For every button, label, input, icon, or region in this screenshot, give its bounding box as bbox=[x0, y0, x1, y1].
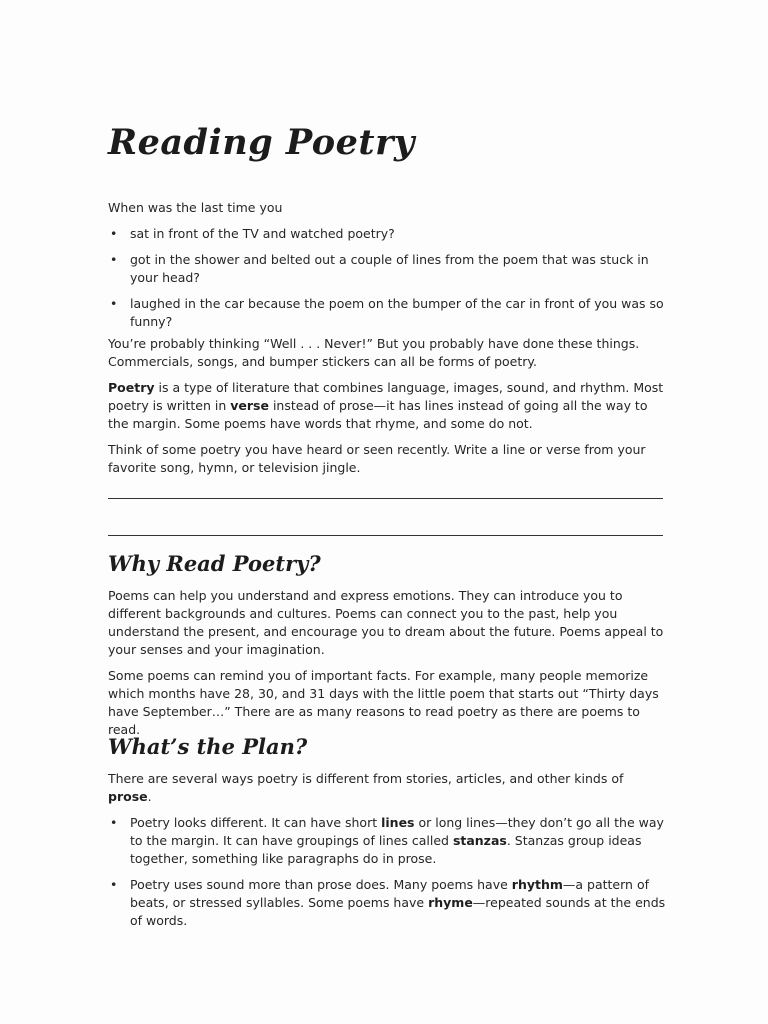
plan-section bbox=[108, 770, 668, 938]
bullet-icon: • bbox=[110, 815, 118, 830]
paragraph-why-1: Poems can help you understand and express emotions. They can introduce you to different backgrounds and cultures. Poems can connect you to the past, help you understand the present, and encourage you to dream about the future. Poems appeal to your senses and your imagination. bbox=[108, 588, 664, 657]
list-item: • Poetry uses sound more than prose does. Many poems have rhythm—a pattern of beats, or stressed syllables. Some poems have rhyme—repeated sounds at the ends of words. bbox=[110, 877, 666, 928]
bullet-icon: • bbox=[110, 296, 118, 311]
term-rhythm: rhythm bbox=[511, 877, 563, 892]
answer-line-1[interactable] bbox=[108, 498, 663, 499]
term-verse: verse bbox=[230, 398, 269, 413]
bullet-icon: • bbox=[110, 252, 118, 267]
paragraph-probably: You’re probably thinking “Well . . . Never!” But you probably have done these things. Commercials, songs, and bumper stickers can all be forms of poetry. bbox=[108, 336, 640, 369]
heading-whats-the-plan: What’s the Plan? bbox=[108, 734, 308, 759]
term-lines: lines bbox=[381, 815, 415, 830]
bullet-icon: • bbox=[110, 226, 118, 241]
list-item: • got in the shower and belted out a couple of lines from the poem that was stuck in your head? bbox=[110, 252, 649, 285]
term-poetry: Poetry bbox=[108, 380, 155, 395]
paragraph-why-2: Some poems can remind you of important facts. For example, many people memorize which months have 28, 30, and 31 days with the little poem that starts out “Thirty days have September…” There are as many reasons to read poetry as there are poems to read. bbox=[108, 668, 659, 737]
term-prose: prose bbox=[108, 789, 148, 804]
list-item: • laughed in the car because the poem on the bumper of the car in front of you was so funny? bbox=[110, 296, 664, 329]
paragraph-plan-intro: There are several ways poetry is different from stories, articles, and other kinds of prose. bbox=[108, 771, 624, 804]
plan-bullet-list bbox=[108, 814, 668, 930]
list-item: • sat in front of the TV and watched poetry? bbox=[110, 226, 395, 241]
page-title: Reading Poetry bbox=[108, 122, 415, 163]
intro-text: When was the last time you bbox=[108, 200, 283, 215]
paragraph-think: Think of some poetry you have heard or seen recently. Write a line or verse from your favorite song, hymn, or television jingle. bbox=[108, 442, 646, 475]
body-section bbox=[108, 335, 668, 485]
term-stanzas: stanzas bbox=[452, 833, 507, 848]
why-section bbox=[108, 587, 668, 747]
intro-bullet-list bbox=[108, 225, 668, 331]
bullet-icon: • bbox=[110, 877, 118, 892]
answer-line-2[interactable] bbox=[108, 535, 663, 536]
term-rhyme: rhyme bbox=[428, 895, 473, 910]
heading-why-read-poetry: Why Read Poetry? bbox=[108, 551, 321, 576]
intro-section bbox=[108, 199, 668, 339]
paragraph-definition: Poetry is a type of literature that combines language, images, sound, and rhythm. Most poetry is written in verse instead of prose—it has lines instead of going all the way to the margin. Some poems have words that rhyme, and some do not. bbox=[108, 380, 664, 431]
list-item: • Poetry looks different. It can have short lines or long lines—they don’t go all the way to the margin. It can have groupings of lines called stanzas. Stanzas group ideas together, something like paragraphs do in prose. bbox=[110, 815, 664, 866]
